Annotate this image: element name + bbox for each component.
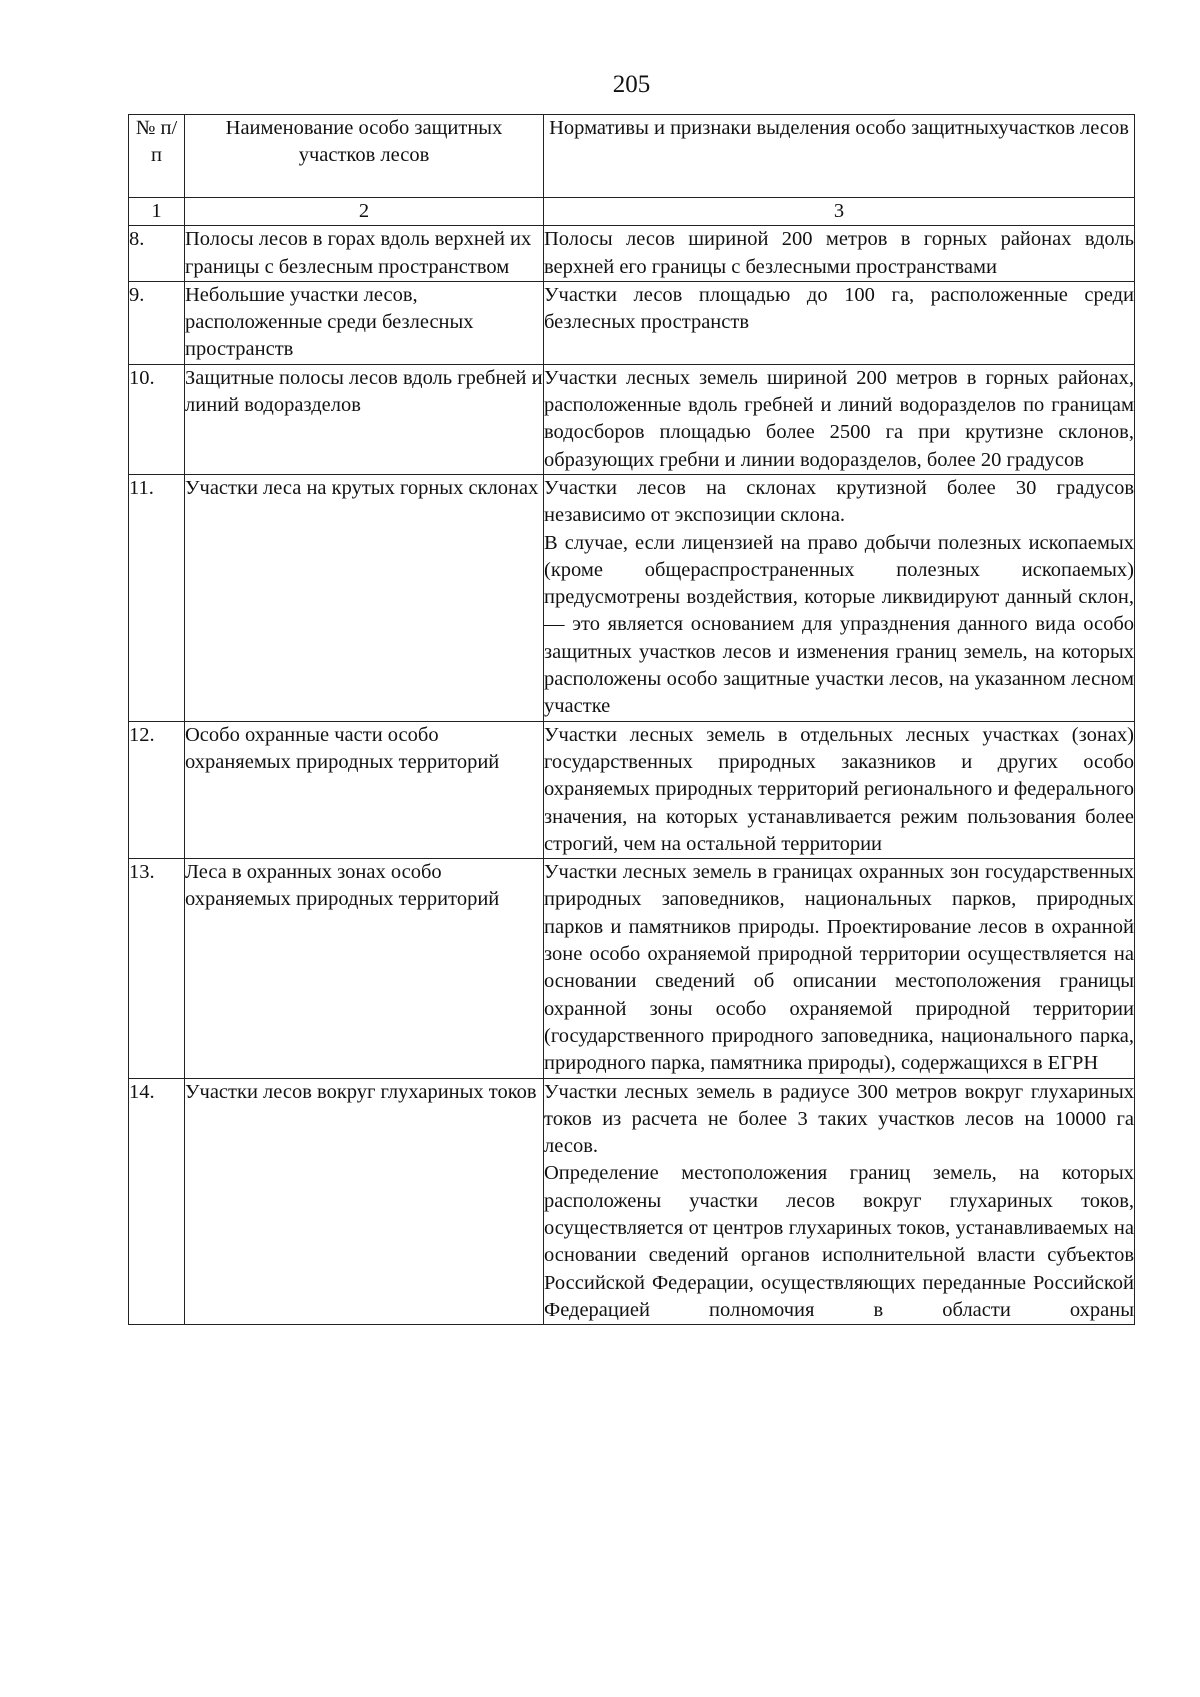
row-description	[544, 1078, 1135, 1325]
description-paragraph: В случае, если лицензией на право добычи полезных ископаемых (кроме общераспространенных полезных ископаемых) предусмотрены воздействия, которые ликвидируют данный склон, — это является основанием для упразднения данного вида особо защитных участков лесов и изменения границ земель, на которых расположены особо защитные участки лесов, на указанном лесном участке	[544, 531, 1134, 718]
table-row	[129, 859, 1135, 1078]
forest-areas-table	[128, 114, 1135, 1325]
table-row	[129, 1078, 1135, 1325]
row-name: Небольшие участки лесов, расположенные среди безлесных пространств	[185, 281, 544, 364]
row-name: Защитные полосы лесов вдоль гребней и линий водоразделов	[185, 364, 544, 474]
header-name: Наименование особо защитных участков лесов	[185, 115, 544, 198]
table-row	[129, 226, 1135, 282]
row-description	[544, 281, 1135, 364]
row-name: Особо охранные части особо охраняемых природных территорий	[185, 721, 544, 858]
row-name: Полосы лесов в горах вдоль верхней их границы с безлесным пространством	[185, 226, 544, 282]
row-number: 8.	[129, 226, 185, 282]
header-norms: Нормативы и признаки выделения особо защитныхучастков лесов	[544, 115, 1135, 198]
description-paragraph: Определение местоположения границ земель, на которых расположены участки лесов вокруг глухариных токов, осуществляется от центров глухариных токов, устанавливаемых на основании сведений органов исполнительной власти субъектов Российской Федерации, осуществляющих переданные Российской Федерацией полномочия в области охраны	[544, 1162, 1134, 1321]
row-name: Леса в охранных зонах особо охраняемых природных территорий	[185, 859, 544, 1078]
row-number: 10.	[129, 364, 185, 474]
description-paragraph: Участки лесных земель в радиусе 300 метров вокруг глухариных токов из расчета не более 3 таких участков лесов на 10000 га лесов.	[544, 1080, 1134, 1158]
row-number: 12.	[129, 721, 185, 858]
row-number: 9.	[129, 281, 185, 364]
table-row	[129, 721, 1135, 858]
column-index: 2	[185, 198, 544, 226]
row-description	[544, 364, 1135, 474]
description-paragraph: Участки лесных земель в границах охранных зон государственных природных заповедников, национальных парков, природных парков и памятников природы. Проектирование лесов в охранной зоне особо охраняемой природной территории осуществляется на основании сведений об описании местоположения границы охранной зоны особо охраняемой природной территории (государственного природного заповедника, национального парка, природного парка, памятника природы), содержащихся в ЕГРН	[544, 861, 1134, 1075]
description-paragraph: Участки лесов площадью до 100 га, расположенные среди безлесных пространств	[544, 283, 1134, 334]
column-index: 1	[129, 198, 185, 226]
column-index: 3	[544, 198, 1135, 226]
description-paragraph: Полосы лесов шириной 200 метров в горных районах вдоль верхней его границы с безлесными пространствами	[544, 228, 1134, 278]
row-name: Участки лесов вокруг глухариных токов	[185, 1078, 544, 1325]
table-header-row	[129, 115, 1135, 198]
row-description	[544, 226, 1135, 282]
row-description	[544, 474, 1135, 721]
description-paragraph: Участки лесных земель в отдельных лесных участках (зонах) государственных природных заказников и других особо охраняемых природных территорий регионального и федерального значения, на которых устанавливается режим пользования более строгий, чем на остальной территории	[544, 723, 1134, 855]
table-row	[129, 474, 1135, 721]
row-number: 14.	[129, 1078, 185, 1325]
page-number: 205	[612, 71, 651, 98]
column-index-row	[129, 198, 1135, 226]
description-paragraph: Участки лесов на склонах крутизной более 30 градусов независимо от экспозиции склона.	[544, 476, 1134, 527]
table-row	[129, 364, 1135, 474]
row-description	[544, 721, 1135, 858]
row-name: Участки леса на крутых горных склонах	[185, 474, 544, 721]
row-number: 11.	[129, 474, 185, 721]
row-description	[544, 859, 1135, 1078]
table-row	[129, 281, 1135, 364]
description-paragraph: Участки лесных земель шириной 200 метров в горных районах, расположенные вдоль гребней и линий водоразделов по границам водосборов площадью более 2500 га при крутизне склонов, образующих гребни и линии водоразделов, более 20 градусов	[544, 366, 1134, 471]
row-number: 13.	[129, 859, 185, 1078]
header-num: № п/ п	[129, 115, 185, 198]
